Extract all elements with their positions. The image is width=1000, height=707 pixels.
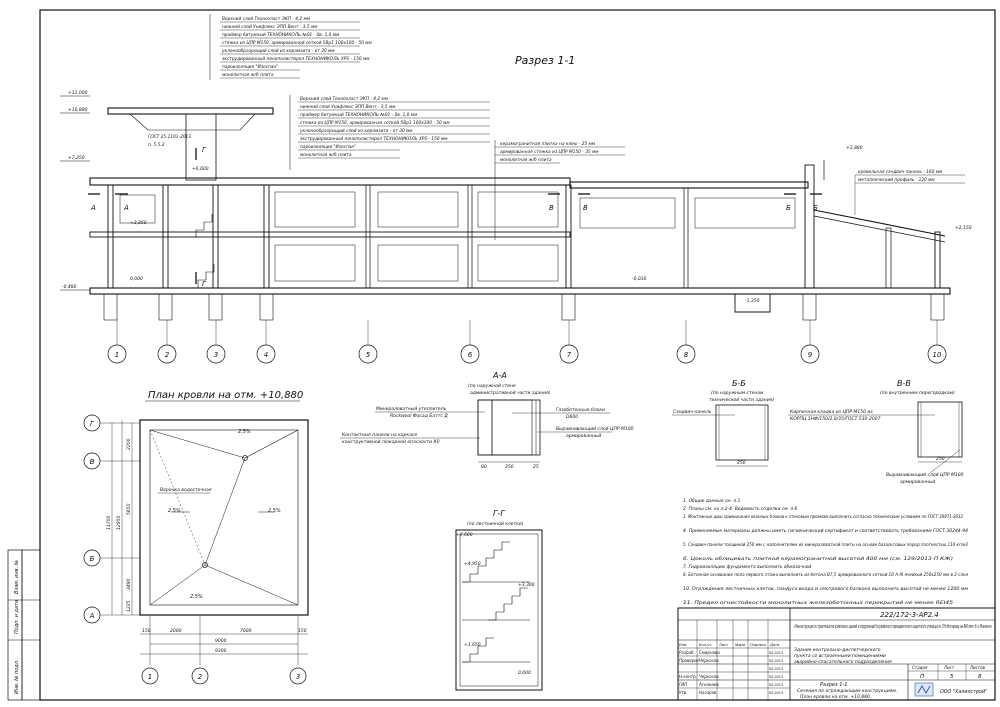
main-roof-layer: уклонообразующий слой из керамзита - от 30 мм: [300, 129, 413, 134]
tower-roof-layers: [210, 14, 373, 80]
axis-label: 6: [467, 351, 473, 359]
main-roof-layer: Верхний слой Техноэласт ЭКП - 4,2 мм: [300, 97, 388, 102]
stamp-sheet: 5: [950, 674, 954, 680]
detail-vv-title: В-В: [897, 379, 911, 388]
slope-label: 2,5%: [268, 508, 281, 514]
stamp-code: 222/172-3-АР2.4: [880, 611, 939, 619]
detail-aa-subtitle: административной части здания): [470, 391, 551, 396]
detail-vv-label: Выравнивающий слой ЦПР М100: [886, 473, 964, 478]
floor-layer: монолитная ж/б плита: [500, 158, 552, 163]
main-roof-layer: стяжка из ЦПР М150, армированная сеткой 5Вр1 100х100 - 50 мм: [300, 121, 450, 126]
detail-vv-label: КОРПЦ 1НФ/150/2,0/35/ГОСТ 530-2007: [790, 417, 881, 422]
dim-label: 1225: [127, 600, 132, 612]
detail-aa-label: армированный: [566, 434, 602, 439]
tower-roof-layer: Верхний слой Техноэласт ЭКП - 4,2 мм: [222, 17, 310, 22]
plan-axis-label: Б: [89, 555, 95, 563]
stamp-sheet-hdr: Лист: [944, 665, 955, 670]
cut-mark: Б: [786, 204, 791, 212]
main-roof-layer: нижний слой Унифлекс ЭПП Вент - 3,5 мм: [300, 105, 396, 110]
level-mark: +3,350: [130, 221, 147, 226]
detail-gg-title: Г-Г: [493, 509, 505, 518]
plan-axis-label: 1: [147, 673, 153, 681]
dim-label: 7000: [240, 629, 252, 634]
section-title: Разрез 1-1: [515, 54, 576, 67]
section-1-1: [60, 14, 972, 363]
level-mark: +6,600: [192, 167, 209, 172]
stamp-name: Назаров: [699, 690, 717, 695]
dim-label: 250: [737, 461, 746, 466]
dim-label: 11700: [107, 515, 112, 530]
stamp-building: пункта со встроенными помещениями: [794, 654, 886, 659]
axis-label: 8: [683, 351, 689, 359]
stamp-date: 05.2013: [769, 691, 784, 695]
general-notes: [683, 498, 999, 606]
cut-mark: А: [124, 204, 129, 212]
level-mark: -0,480: [62, 285, 77, 290]
detail-aa-label: D600: [566, 415, 579, 420]
dim-label: 250: [505, 465, 514, 470]
detail-bb-title: Б-Б: [732, 379, 746, 388]
tower-roof-layer: уклонообразующий слой из керамзита - от 30 мм: [222, 49, 335, 54]
detail-gg-subtitle: (по лестничной клетке): [467, 522, 524, 527]
level-mark: +7,250: [68, 156, 85, 161]
stamp-role: Разраб.: [679, 650, 695, 655]
detail-gg: [456, 509, 542, 690]
detail-vv-label: Кирпичная кладка из ЦПР М150 из: [790, 410, 873, 415]
detail-aa-label: Контактные панели на каркасе: [342, 433, 418, 438]
dim-label: 80: [481, 465, 487, 470]
level-marks: [60, 90, 972, 304]
note-line: 3. Монтажные швы примыкания оконных блоков к стеновым проемам выполнить согласно техническим условиям по ГОСТ 30971-2012: [683, 515, 999, 520]
stair-level: +4,950: [464, 562, 481, 567]
cut-mark: А: [91, 204, 96, 212]
detail-bb: [672, 379, 774, 466]
plan-axis-label: 2: [197, 673, 203, 681]
cut-mark: Г: [202, 280, 206, 288]
main-roof-layer: пароизоляция "Изоспан": [300, 145, 357, 150]
tower-roof-layer: пароизоляция "Изоспан": [222, 65, 279, 70]
cut-mark: В: [583, 204, 588, 212]
axis-label: 3: [213, 351, 219, 359]
tower-roof-layer: стяжка из ЦПР М150, армированной сеткой 5Вр1 100х100 - 50 мм: [222, 41, 372, 46]
note-line: 11. Предел огнестойкости монолитных железобетонных перекрытий не менее REI45: [683, 601, 882, 606]
note-line: 10. Ограждения лестничных клеток, пандуса входа и смотрового балкона выполнить высотой не менее 1200 мм: [683, 587, 948, 592]
stamp-stage: П: [920, 674, 925, 680]
cut-mark: Г: [202, 146, 206, 154]
detail-aa: [340, 371, 634, 470]
detail-vv-label: армированный: [900, 480, 936, 485]
dim-label: 2000: [170, 629, 182, 634]
detail-aa-label: Выравнивающий слой ЦПР М100: [556, 427, 634, 432]
dim-label: 2200: [127, 438, 132, 450]
stamp-date: 05.2013: [769, 675, 784, 679]
stamp-name: Смирнова: [699, 650, 720, 655]
stamp-role: Н.контр.: [679, 674, 697, 679]
stair-level: +3,300: [518, 583, 535, 588]
title-block: [678, 608, 995, 700]
stamp-hdr-col: Дата: [770, 643, 780, 647]
note-line: 8. Бетонное основание пола первого этажа выполнить из бетона В7,5 армированного сеткой 10 А-III ячейкой 250х250 мм в 2 слоя: [683, 573, 988, 578]
tower-roof-layer: экструдированный пенополистирол ТЕХНОНИКОЛЬ XPS - 150 мм: [222, 57, 370, 62]
stair-level: 0,000: [518, 671, 531, 676]
stamp-name: Черкасов: [699, 658, 719, 663]
stamp-name: Черкасов: [699, 674, 719, 679]
detail-aa-label: Минераловатный утеплитель: [376, 407, 447, 412]
axis-label: 4: [263, 351, 269, 359]
note-line: 6. Цоколь облицевать плиткой керамогранитной высотой 400 мм (см. 129/2013-П КЖ): [683, 557, 885, 562]
stamp-project: «Реконструкция и строительство комплекса зданий и сооружений Уссурийского президентского кадетского училища (м Л.Н.Нестерова на 840 мест 6 п. Монинск»: [794, 624, 992, 630]
axis-label: 7: [566, 351, 572, 359]
stamp-hdr-col: Лист: [719, 643, 729, 647]
detail-vv-subtitle: (по внутренним перегородкам): [880, 391, 955, 396]
note-line: 7. Гидроизоляцию фундамента выполнить обмазочной: [683, 565, 812, 570]
slope-label: 2,5%: [168, 508, 181, 514]
dim-label: 250: [936, 457, 945, 462]
margin-label-1: Взам. инв. №: [14, 560, 20, 594]
stamp-building: Здание контрольно-диспетчерского: [794, 648, 881, 653]
stamp-sheet-title: Сечения по ограждающим конструкциям.: [797, 689, 898, 694]
dim-label: 25: [533, 465, 539, 470]
level-mark: -1,350: [745, 299, 760, 304]
cut-mark: В: [549, 204, 554, 212]
canopy-layer: металлический профиль - 120 мм: [858, 178, 935, 183]
stamp-name: Агнакиев: [699, 682, 719, 687]
axis-label: 10: [932, 351, 942, 359]
company-logo-icon: [915, 683, 933, 696]
stamp-date: 05.2013: [769, 651, 784, 655]
stamp-role: Проверил: [679, 658, 700, 663]
gost-note: ГОСТ 25.1101-2013: [148, 135, 192, 140]
slope-label: 2,5%: [238, 429, 251, 435]
stair-level: +1,650: [464, 643, 481, 648]
level-mark: +3,880: [846, 146, 863, 151]
dim-label: 150: [142, 629, 151, 634]
floor-layers: [495, 140, 625, 240]
stamp-hdr-col: Подпись: [750, 643, 767, 647]
level-mark: 0,000: [130, 277, 143, 282]
foundations: [104, 294, 944, 320]
margin-label-3: Инв. № подл.: [14, 659, 20, 694]
roof-plan: [84, 390, 308, 684]
dim-label: 12950: [117, 515, 122, 530]
detail-aa-label: Газобетонные блоки: [556, 408, 606, 413]
level-mark: +11,000: [68, 91, 88, 96]
tower-roof-layer: нижний слой Унифлекс ЭПП Вент - 3,5 мм: [222, 25, 318, 30]
floor-layer: керамогранитная плитка на клею - 25 мм: [500, 142, 596, 147]
dim-label: 5650: [127, 503, 132, 515]
plan-axis-label: 3: [295, 673, 301, 681]
main-roof-layer: праймер битумный ТЕХНОНИКОЛЬ №01 - 0в. 1,0 мм: [300, 113, 418, 118]
detail-aa-label: Rockwool Фасад Баттс Д: [390, 414, 448, 419]
gost-note: п. 5.5.2: [148, 143, 165, 148]
note-line: 5. Сэндвич-панели толщиной 250 мм с наполнителем из минераловатной плиты на основе базальтовых пород плотностью 110 кг/м3: [683, 543, 995, 548]
dim-label: 9300: [215, 649, 227, 654]
stamp-sheets-hdr: Листов: [970, 665, 985, 670]
stamp-date: 05.2013: [769, 683, 784, 687]
stair-level: +6,600: [456, 533, 473, 538]
stamp-date: 05.2013: [769, 659, 784, 663]
building-section: [90, 108, 950, 320]
dim-label: 9000: [215, 639, 227, 644]
stamp-hdr-col: №док: [735, 643, 746, 647]
level-mark: -0,030: [632, 277, 647, 282]
tower-roof-layer: монолитная ж/б плита: [222, 73, 274, 78]
axis-label: 2: [164, 351, 170, 359]
detail-bb-label: Сэндвич-панель: [673, 410, 712, 415]
margin-label-2: Подп. и дата: [14, 599, 20, 634]
level-mark: +10,880: [68, 108, 88, 113]
funnel-label: Воронка водосточная: [160, 488, 212, 493]
section-axes: [108, 320, 946, 363]
note-line: 4. Применяемые материалы должны иметь гигиенический сертификат и соответствовать требованиям ГОСТ 30244-94: [683, 529, 962, 534]
stamp-sheet-title: План кровли на отм. +10,880.: [800, 695, 872, 700]
stamp-company: ООО "Халилстрой": [940, 690, 988, 695]
dim-label: 3490: [127, 578, 132, 590]
detail-aa-subtitle: (по наружной стене: [468, 384, 516, 389]
note-line: 1. Общие данные см. л.1: [683, 499, 741, 504]
note-line: 2. Планы см. на л.2-4. Ведомость отделки см. л.6: [683, 507, 798, 512]
stamp-building: аварийно-спасательного подразделения: [794, 660, 892, 665]
dim-label: 150: [298, 629, 307, 634]
stamp-date: 05.2013: [769, 667, 784, 671]
level-mark: +2,150: [955, 226, 972, 231]
cut-mark: Б: [813, 204, 818, 212]
stamp-role: Утв.: [679, 690, 688, 695]
stamp-sheet-title: Разрез 1-1.: [820, 682, 849, 688]
stamp-hdr-col: Кол.уч: [699, 643, 712, 647]
margin-strip-2: [22, 550, 40, 700]
tower-roof-layer: праймер битумный ТЕХНОНИКОЛЬ №01 - 0в. 1,0 мм: [222, 33, 340, 38]
main-roof-layer: экструдированный пенополистирол ТЕХНОНИКОЛЬ XPS - 150 мм: [300, 137, 448, 142]
roof-plan-title: План кровли на отм. +10,880: [148, 390, 304, 401]
main-roof-layers: [290, 95, 490, 170]
stamp-stage-hdr: Стадия: [912, 665, 928, 670]
plan-axis-label: А: [89, 612, 95, 620]
plan-axis-label: Г: [90, 420, 94, 428]
detail-aa-label: конструктивной пожарной опасности К0: [342, 440, 440, 445]
stamp-hdr-col: Изм.: [679, 643, 688, 647]
detail-aa-title: А-А: [493, 371, 507, 380]
canopy-layers: [855, 169, 965, 215]
main-roof-layer: монолитная ж/б плита: [300, 153, 352, 158]
plan-axis-label: В: [89, 458, 95, 466]
stamp-sheets: 8: [978, 674, 982, 680]
canopy-layer: кровельная сэндвич-панель - 160 мм: [858, 170, 943, 175]
axis-label: 5: [365, 351, 371, 359]
stamp-role: ГИП: [679, 682, 688, 687]
detail-vv: [788, 379, 964, 485]
detail-bb-subtitle: (по наружным стенам: [711, 391, 764, 396]
detail-bb-subtitle: технической части здания): [709, 398, 775, 403]
floor-layer: армированная стяжка из ЦПР М150 - 35 мм: [500, 150, 599, 155]
axis-label: 1: [114, 351, 120, 359]
slope-label: 2,5%: [190, 594, 203, 600]
axis-label: 9: [807, 351, 813, 359]
